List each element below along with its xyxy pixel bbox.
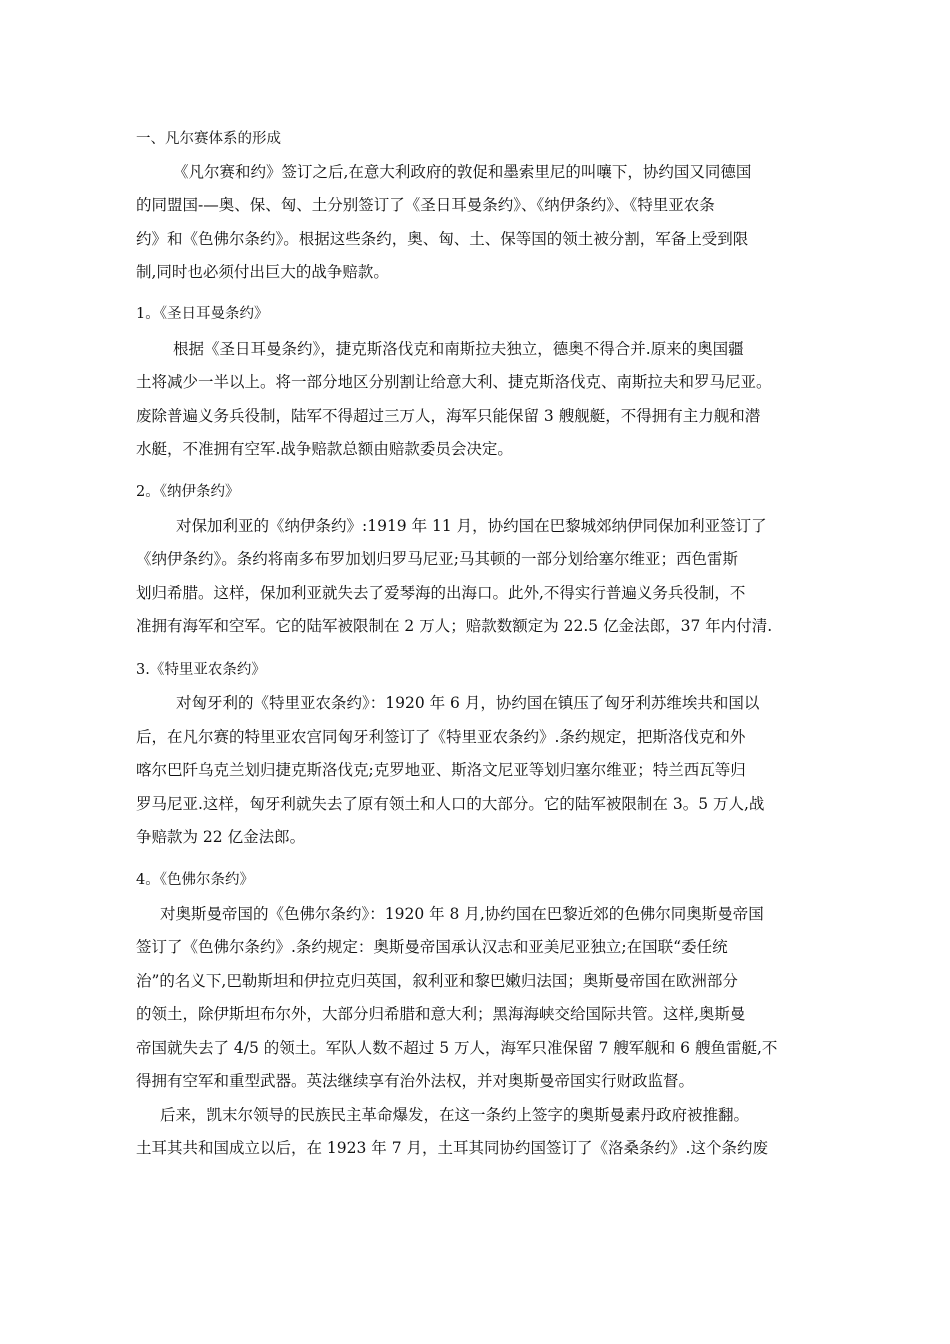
paragraph-line: 根据《圣日耳曼条约》，捷克斯洛伐克和南斯拉夫独立，德奥不得合并.原来的奥国疆 (173, 340, 744, 358)
paragraph-line: 治”的名义下,巴勒斯坦和伊拉克归英国，叙利亚和黎巴嫩归法国；奥斯曼帝国在欧洲部分 (136, 972, 738, 990)
paragraph-line: 得拥有空军和重型武器。英法继续享有治外法权，并对奥斯曼帝国实行财政监督。 (136, 1072, 695, 1090)
paragraph-line: 对保加利亚的《纳伊条约》:1919 年 11 月，协约国在巴黎城郊纳伊同保加利亚签订了 (176, 517, 767, 535)
intro-line: 制,同时也必须付出巨大的战争赔款。 (136, 263, 389, 281)
paragraph-line: 土将减少一半以上。将一部分地区分别割让给意大利、捷克斯洛伐克、南斯拉夫和罗马尼亚。 (136, 373, 772, 391)
paragraph-line: 签订了《色佛尔条约》.条约规定：奥斯曼帝国承认汉志和亚美尼亚独立;在国联“委任统 (136, 938, 728, 956)
paragraph-line: 争赔款为 22 亿金法郎。 (136, 828, 306, 846)
paragraph-line: 后，在凡尔赛的特里亚农宫同匈牙利签订了《特里亚农条约》.条约规定，把斯洛伐克和外 (136, 728, 746, 746)
closing-line: 后来，凯末尔领导的民族民主革命爆发，在这一条约上签字的奥斯曼素丹政府被推翻。 (160, 1106, 750, 1124)
treaty-heading-saint-germain: 1。《圣日耳曼条约》 (136, 306, 269, 322)
paragraph-line: 废除普遍义务兵役制，陆军不得超过三万人，海军只能保留 3 艘舰艇，不得拥有主力舰和潜 (136, 407, 761, 425)
paragraph-line: 准拥有海军和空军。它的陆军被限制在 2 万人；赔款数额定为 22.5 亿金法郎，37 年内付清. (136, 617, 773, 635)
paragraph-line: 对匈牙利的《特里亚农条约》：1920 年 6 月，协约国在镇压了匈牙利苏维埃共和国以 (176, 694, 760, 712)
paragraph-line: 《纳伊条约》。条约将南多布罗加划归罗马尼亚;马其顿的一部分划给塞尔维亚；西色雷斯 (136, 550, 738, 568)
intro-line: 约》和《色佛尔条约》。根据这些条约，奥、匈、土、保等国的领土被分割，军备上受到限 (136, 230, 749, 248)
treaty-heading-neuilly: 2。《纳伊条约》 (136, 484, 240, 500)
paragraph-line: 喀尔巴阡乌克兰划归捷克斯洛伐克;克罗地亚、斯洛文尼亚等划归塞尔维亚；特兰西瓦等归 (136, 761, 746, 779)
paragraph-line: 的领土，除伊斯坦布尔外，大部分归希腊和意大利；黑海海峡交给国际共管。这样,奥斯曼 (136, 1005, 746, 1023)
paragraph-line: 水艇，不准拥有空军.战争赔款总额由赔款委员会决定。 (136, 440, 513, 458)
intro-line: 《凡尔赛和约》签订之后,在意大利政府的敦促和墨索里尼的叫嚷下，协约国又同德国 (173, 163, 752, 181)
paragraph-line: 划归希腊。这样，保加利亚就失去了爱琴海的出海口。此外,不得实行普遍义务兵役制，不 (136, 584, 746, 602)
closing-line: 土耳其共和国成立以后，在 1923 年 7 月，土耳其同协约国签订了《洛桑条约》.这个条约废 (136, 1139, 768, 1157)
treaty-heading-sevres: 4。《色佛尔条约》 (136, 872, 254, 888)
paragraph-line: 罗马尼亚.这样，匈牙利就失去了原有领土和人口的大部分。它的陆军被限制在 3。5 万人,战 (136, 795, 765, 813)
paragraph-line: 对奥斯曼帝国的《色佛尔条约》：1920 年 8 月,协约国在巴黎近郊的色佛尔同奥斯曼帝国 (160, 905, 764, 923)
intro-line: 的同盟国-—奥、保、匈、土分别签订了《圣日耳曼条约》、《纳伊条约》、《特里亚农条 (136, 196, 715, 214)
treaty-heading-trianon: 3.《特里亚农条约》 (136, 662, 266, 678)
section-title: 一、凡尔赛体系的形成 (136, 131, 281, 147)
paragraph-line: 帝国就失去了 4/5 的领土。军队人数不超过 5 万人，海军只准保留 7 艘军舰和 6 艘鱼雷艇,不 (136, 1039, 778, 1057)
